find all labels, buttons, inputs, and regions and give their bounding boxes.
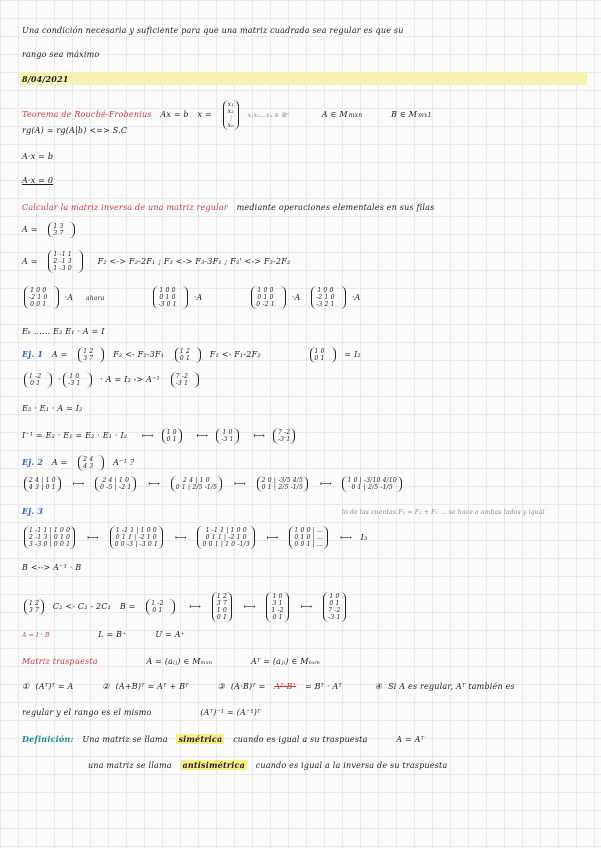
line-ej1-inverse: 1 -2 0 1 · 1 0 -3 1 · A = I₂ -> A⁻¹ 7 -2 -3 1 [22, 372, 205, 388]
line-column-ops: 1 2 3 7 C₂ <- C₂ - 2C₁ B = 1 -2 0 1 ⟼ 1 2 3 7 1 0 0 1⟼ 1 0 3 1 1 -2 0 1⟼ 1 0 0 1 7 -2 -3 1 [22, 592, 352, 622]
line-ej2: Ej. 2 A = 2 4 4 3 A⁻¹ ? [22, 456, 135, 470]
line-calcular: Calcular la matriz inversa de una matriz regular mediante operaciones elementales en sus filas [22, 203, 435, 212]
line-b-arrow: B <--> A⁻¹ · B [22, 563, 82, 572]
line-def-simetrica: Definición: Una matriz se llama simétrica cuando es igual a su traspuesta A = Aᵀ [22, 734, 425, 744]
ej1-matrix-2: 1 0 0 1 [310, 347, 336, 363]
matrix-a2: 1 -1 1 2 -1 3 1 -3 0 [48, 250, 83, 273]
line-lu: A = I · B L = B⁺ U = A⁺ [22, 630, 186, 639]
matrix-b: 1 -2 0 1 [146, 599, 174, 615]
line-e-sequence: Eₖ …… E₂ E₁ · A = I [22, 327, 105, 336]
line-ej2-steps: 2 4 | 1 0 4 3 | 0 1 ⟼ 2 4 | 1 0 0 -5 | -2 1 ⟼ 2 4 | 1 0 0 1 | 2/5 -1/5 ⟼ 2 0 | -3/5 4/5 0 1 | 2/5 -1/5 ⟼ 1 0 | -3/10 4/10 0 1 | 2/5 -1/5 [22, 476, 408, 492]
line-e2e1: E₂ · E₁ · A = I₂ [22, 404, 83, 413]
matrix-a: 1 3 3 7 [48, 222, 74, 238]
line-ej3: Ej. 3 lo de las cuentas F₂ = F₂ + F₁ ... se hace a ambas lados y igual [22, 506, 545, 516]
highlight-simetrica: simétrica [178, 734, 223, 744]
ej2-matrix-a: 2 4 4 3 [78, 455, 104, 471]
x-vector: x₁ x₂ ⋮ xₙ [223, 100, 239, 130]
line-a-matrix: A = 1 3 3 7 [22, 222, 81, 238]
line-def-antisimetrica: una matriz se llama antisimétrica cuando es igual a la inversa de su traspuesta [88, 760, 448, 770]
line-rango: rango sea máximo [22, 50, 100, 59]
e-matrix-1: 1 0 0 -2 1 0 0 0 1 [24, 286, 59, 309]
line-inverse: I⁻¹ = E₂ · E₁ = E₂ · E₁ · I₂ ⟼ 1 0 0 1 ⟼ 1 0 -3 1 ⟼ 7 -2 -3 1 [22, 428, 301, 444]
line-teorema: Teorema de Rouché-Frobenius Ax = b x = x₁ x₂ ⋮ xₙ x₁x₂…xₙ ∈ ℝⁿ A ∈ Mmxn B ∈ Mmx1 [22, 101, 432, 129]
line-traspuesta: Matriz traspuesta A = (aᵢⱼ) ∈ Mₘₓₙ Aᵀ = (aⱼᵢ) ∈ Mₙₓₘ [22, 657, 321, 666]
line-ej1: Ej. 1 A = 1 2 3 7 F₂ <- F₂-3F₁ 1 2 0 1 F₁ <- F₁-2F₂ 1 0 0 1 = I₂ [22, 348, 361, 362]
line-a2-matrix: A = 1 -1 1 2 -1 3 1 -3 0 F₂ <-> F₂-2F₁ ; F₃ <-> F₃-3F₁ ; F₃' <-> F₃-2F₂ [22, 251, 291, 272]
ej1-l2-matrix-2: 1 0 -3 1 [63, 372, 91, 388]
ej1-matrix-a: 1 2 3 7 [78, 347, 104, 363]
line-definition: Una condición necesaria y suficiente para que una matriz cuadrada sea regular es que su [22, 26, 404, 35]
e-matrix-4: 1 0 0 -2 1 0 -3 2 1 [311, 286, 346, 309]
date-label: 8/04/2021 [22, 74, 69, 84]
ej1-l2-matrix-3: 7 -2 -3 1 [171, 372, 199, 388]
line-properties: ① (Aᵀ)ᵀ = A ② (A+B)ᵀ = Aᵀ + Bᵀ ③ (A·B)ᵀ = Aᵀ·Bᵀ = Bᵀ · Aᵀ ④ Si A es regular, Aᵀ también es [22, 682, 515, 691]
line-elementary-matrices: 1 0 0 -2 1 0 0 0 1·A ahora 1 0 0 0 1 0 -3 0 1·A 1 0 0 0 1 0 0 -2 1·A 1 0 0 -2 1 0 -3 2 1·A [22, 286, 366, 309]
line-rg: rg(A) = rg(A|b) <=> S.C [22, 126, 128, 135]
ej1-matrix-1: 1 2 0 1 [175, 347, 201, 363]
line-axb: A·x = b [22, 152, 54, 161]
line-properties-2: regular y el rango es el mismo (Aᵀ)⁻¹ = (A⁻¹)ᵀ [22, 708, 261, 717]
e-matrix-3: 1 0 0 0 1 0 0 -2 1 [251, 286, 286, 309]
line-ax0: A·x = 0 [22, 176, 54, 185]
date-highlight [20, 72, 587, 85]
e-matrix-2: 1 0 0 0 1 0 -3 0 1 [153, 286, 188, 309]
highlight-antisimetrica: antisimétrica [182, 760, 245, 770]
line-ej3-steps: 1 -1 1 | 1 0 0 2 -1 3 | 0 1 0 3 -3 0 | 0 0 1⟼ 1 -1 1 | 1 0 0 0 1 1 | -2 1 0 0 0 -3 | -3 0 1⟼ 1 -1 1 | 1 0 0 0 1 1 | -2 1 0 0 0 1 | 1 0 -1/3⟼ 1 0 0 | … 0 1 0 | … 0 0 1 | …⟼ I₃ [22, 526, 373, 549]
ej1-l2-matrix-1: 1 -2 0 1 [24, 372, 52, 388]
